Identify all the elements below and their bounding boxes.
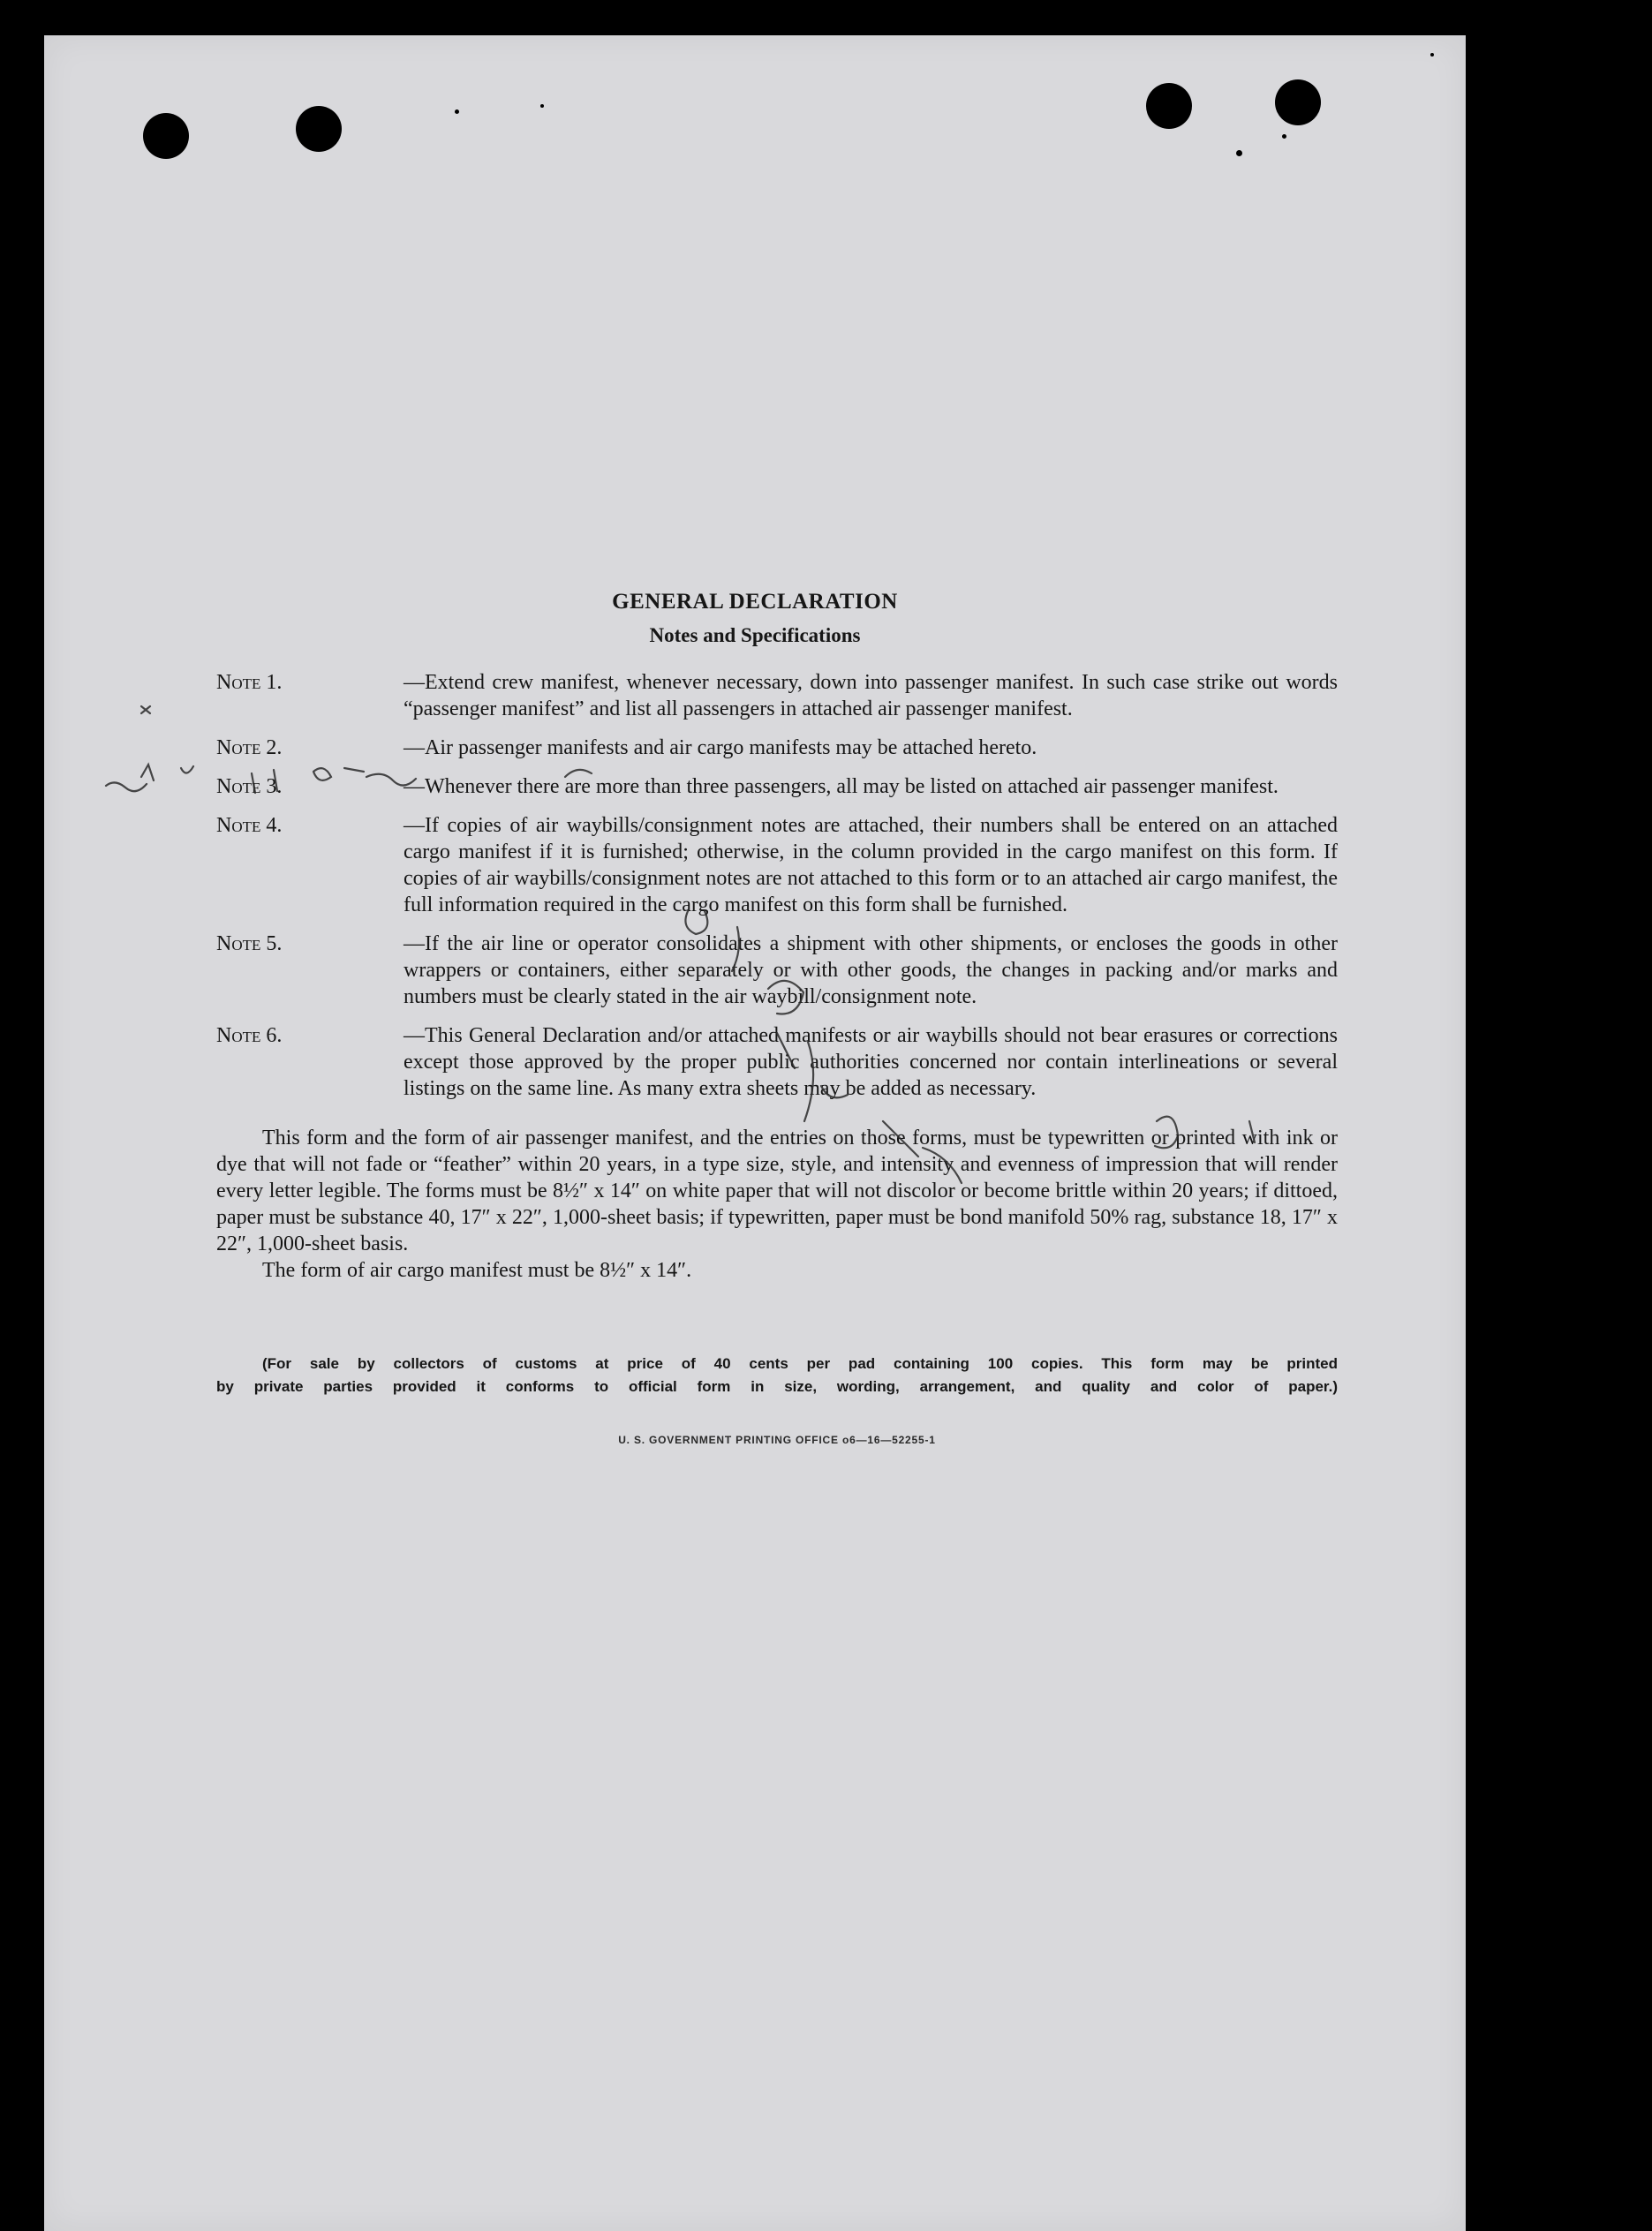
- printing-requirements-paragraph: This form and the form of air passenger manifest, and the entries on those forms, must be typewritten or printed with ink or dye that will not fade or “feather” within 20 years, in a type size, style, and intensity and evenness of impression that will render every letter legible. The forms must be 8½″ x 14″ on white paper that will not discolor or become brittle within 20 years; if dittoed, paper must be substance 40, 17″ x 22″, 1,000-sheet basis; if typewritten, paper must be bond manifold 50% rag, substance 18, 17″ x 22″, 1,000-sheet basis.: [216, 1127, 1338, 1255]
- document-subtitle: Notes and Specifications: [649, 624, 861, 646]
- punch-hole-left-1: [143, 113, 189, 159]
- note-text: —Extend crew manifest, whenever necessary, down into passenger manifest. In such case strike out words “passenger manifest” and list all passengers in attached air passenger manifest.: [404, 671, 1338, 720]
- note-4: [216, 812, 1338, 918]
- scan-speck: [455, 109, 459, 114]
- scan-speck: [540, 104, 544, 108]
- note-2: [216, 735, 1338, 761]
- scan-speck: [1430, 53, 1434, 57]
- note-5: [216, 931, 1338, 1010]
- note-label: Note 6.: [216, 1024, 283, 1047]
- note-text: —Whenever there are more than three passengers, all may be listed on attached air passenger manifest.: [404, 775, 1279, 798]
- note-label: Note 2.: [216, 736, 283, 759]
- note-label: Note 1.: [216, 671, 283, 694]
- note-6: [216, 1022, 1338, 1102]
- punch-hole-right-2: [1275, 79, 1321, 125]
- cargo-manifest-size-paragraph: The form of air cargo manifest must be 8½″ x 14″.: [262, 1259, 692, 1282]
- note-3: [216, 773, 1338, 800]
- scan-speck: [1282, 134, 1286, 139]
- note-text: —This General Declaration and/or attached manifests or air waybills should not bear erasures or corrections except those approved by the proper public authorities concerned nor contain interlineations or several listings on the same line. As many extra sheets may be added as necessary.: [404, 1024, 1338, 1100]
- declaration-notes: [172, 584, 1338, 1446]
- sale-notice: [216, 1353, 1338, 1398]
- scan-speck: [1236, 150, 1242, 156]
- punch-hole-left-2: [296, 106, 342, 152]
- note-1: [216, 669, 1338, 722]
- note-label: Note 4.: [216, 814, 283, 837]
- note-label: Note 3.: [216, 775, 283, 798]
- note-text: —Air passenger manifests and air cargo manifests may be attached hereto.: [404, 736, 1037, 759]
- note-label: Note 5.: [216, 932, 283, 955]
- sale-notice-line: (For sale by collectors of customs at price of 40 cents per pad containing 100 copies. This form may be printed: [262, 1355, 1338, 1372]
- note-text: —If the air line or operator consolidates a shipment with other shipments, or encloses the goods in other wrappers or containers, either separately or with other goods, the changes in packing and/or marks and numbers must be clearly stated in the air waybill/consignment note.: [404, 932, 1338, 1008]
- document-title: GENERAL DECLARATION: [612, 590, 898, 614]
- sale-notice-line: by private parties provided it conforms to official form in size, wording, arrangement, and quality and color of paper.): [216, 1378, 1338, 1395]
- note-text: —If copies of air waybills/consignment notes are attached, their numbers shall be entered on an attached cargo manifest if it is furnished; otherwise, in the column provided in the cargo manifest on this form. If copies of air waybills/consignment notes are not attached to this form or to an attached air cargo manifest, the full information required in the cargo manifest on this form shall be furnished.: [404, 814, 1338, 916]
- punch-hole-right-1: [1146, 83, 1192, 129]
- printing-office-imprint: U. S. GOVERNMENT PRINTING OFFICE o6—16—52255-1: [618, 1434, 936, 1446]
